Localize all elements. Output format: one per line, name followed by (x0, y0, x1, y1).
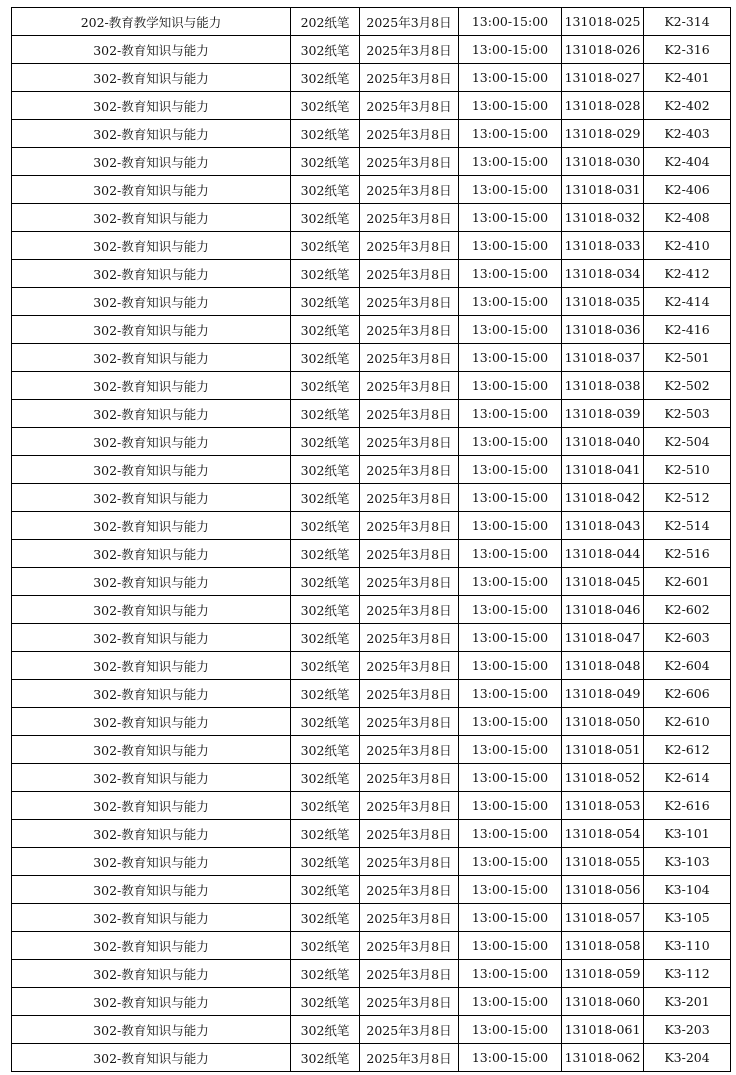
exam-type-cell: 302纸笔 (291, 708, 360, 736)
time-cell: 13:00-15:00 (459, 932, 562, 960)
date-cell: 2025年3月8日 (360, 904, 459, 932)
time-cell: 13:00-15:00 (459, 568, 562, 596)
table-row (12, 848, 731, 876)
time-cell: 13:00-15:00 (459, 988, 562, 1016)
table-row (12, 652, 731, 680)
date-cell: 2025年3月8日 (360, 540, 459, 568)
room-code-cell: 131018-037 (562, 344, 644, 372)
table-row (12, 512, 731, 540)
date-cell: 2025年3月8日 (360, 988, 459, 1016)
time-cell: 13:00-15:00 (459, 260, 562, 288)
date-cell: 2025年3月8日 (360, 372, 459, 400)
room-number-cell: K2-502 (644, 372, 731, 400)
exam-schedule-table (11, 7, 731, 1072)
exam-type-cell: 302纸笔 (291, 36, 360, 64)
subject-cell: 302-教育知识与能力 (12, 1044, 291, 1072)
room-number-cell: K2-614 (644, 764, 731, 792)
time-cell: 13:00-15:00 (459, 344, 562, 372)
time-cell: 13:00-15:00 (459, 736, 562, 764)
exam-type-cell: 302纸笔 (291, 624, 360, 652)
room-number-cell: K2-606 (644, 680, 731, 708)
exam-type-cell: 302纸笔 (291, 344, 360, 372)
time-cell: 13:00-15:00 (459, 372, 562, 400)
date-cell: 2025年3月8日 (360, 736, 459, 764)
room-code-cell: 131018-054 (562, 820, 644, 848)
room-number-cell: K2-603 (644, 624, 731, 652)
table-row (12, 568, 731, 596)
room-code-cell: 131018-062 (562, 1044, 644, 1072)
time-cell: 13:00-15:00 (459, 8, 562, 36)
table-row (12, 372, 731, 400)
table-row (12, 484, 731, 512)
table-row (12, 708, 731, 736)
exam-type-cell: 302纸笔 (291, 288, 360, 316)
subject-cell: 302-教育知识与能力 (12, 708, 291, 736)
room-number-cell: K2-316 (644, 36, 731, 64)
time-cell: 13:00-15:00 (459, 680, 562, 708)
date-cell: 2025年3月8日 (360, 680, 459, 708)
room-code-cell: 131018-049 (562, 680, 644, 708)
subject-cell: 302-教育知识与能力 (12, 848, 291, 876)
time-cell: 13:00-15:00 (459, 36, 562, 64)
room-code-cell: 131018-052 (562, 764, 644, 792)
subject-cell: 302-教育知识与能力 (12, 176, 291, 204)
room-code-cell: 131018-028 (562, 92, 644, 120)
room-number-cell: K2-401 (644, 64, 731, 92)
time-cell: 13:00-15:00 (459, 792, 562, 820)
subject-cell: 302-教育知识与能力 (12, 596, 291, 624)
date-cell: 2025年3月8日 (360, 652, 459, 680)
date-cell: 2025年3月8日 (360, 960, 459, 988)
table-row (12, 876, 731, 904)
date-cell: 2025年3月8日 (360, 428, 459, 456)
table-row (12, 596, 731, 624)
table-row (12, 1044, 731, 1072)
exam-type-cell: 302纸笔 (291, 484, 360, 512)
time-cell: 13:00-15:00 (459, 540, 562, 568)
room-code-cell: 131018-027 (562, 64, 644, 92)
exam-type-cell: 202纸笔 (291, 8, 360, 36)
room-code-cell: 131018-032 (562, 204, 644, 232)
exam-type-cell: 302纸笔 (291, 568, 360, 596)
exam-type-cell: 302纸笔 (291, 400, 360, 428)
table-row (12, 680, 731, 708)
subject-cell: 302-教育知识与能力 (12, 288, 291, 316)
time-cell: 13:00-15:00 (459, 92, 562, 120)
exam-table-body (12, 8, 731, 1072)
subject-cell: 302-教育知识与能力 (12, 904, 291, 932)
room-code-cell: 131018-051 (562, 736, 644, 764)
time-cell: 13:00-15:00 (459, 512, 562, 540)
table-row (12, 428, 731, 456)
subject-cell: 302-教育知识与能力 (12, 316, 291, 344)
time-cell: 13:00-15:00 (459, 1044, 562, 1072)
room-code-cell: 131018-026 (562, 36, 644, 64)
exam-type-cell: 302纸笔 (291, 372, 360, 400)
room-code-cell: 131018-053 (562, 792, 644, 820)
room-number-cell: K2-501 (644, 344, 731, 372)
room-code-cell: 131018-050 (562, 708, 644, 736)
time-cell: 13:00-15:00 (459, 596, 562, 624)
time-cell: 13:00-15:00 (459, 148, 562, 176)
subject-cell: 302-教育知识与能力 (12, 540, 291, 568)
room-code-cell: 131018-056 (562, 876, 644, 904)
table-row (12, 120, 731, 148)
room-code-cell: 131018-058 (562, 932, 644, 960)
room-code-cell: 131018-029 (562, 120, 644, 148)
date-cell: 2025年3月8日 (360, 596, 459, 624)
table-row (12, 792, 731, 820)
exam-type-cell: 302纸笔 (291, 596, 360, 624)
table-row (12, 764, 731, 792)
room-code-cell: 131018-059 (562, 960, 644, 988)
time-cell: 13:00-15:00 (459, 876, 562, 904)
room-number-cell: K2-410 (644, 232, 731, 260)
date-cell: 2025年3月8日 (360, 708, 459, 736)
time-cell: 13:00-15:00 (459, 764, 562, 792)
time-cell: 13:00-15:00 (459, 904, 562, 932)
date-cell: 2025年3月8日 (360, 148, 459, 176)
time-cell: 13:00-15:00 (459, 624, 562, 652)
subject-cell: 302-教育知识与能力 (12, 792, 291, 820)
room-code-cell: 131018-035 (562, 288, 644, 316)
table-row (12, 148, 731, 176)
room-code-cell: 131018-036 (562, 316, 644, 344)
exam-type-cell: 302纸笔 (291, 92, 360, 120)
subject-cell: 302-教育知识与能力 (12, 484, 291, 512)
room-number-cell: K2-416 (644, 316, 731, 344)
date-cell: 2025年3月8日 (360, 1016, 459, 1044)
room-number-cell: K2-514 (644, 512, 731, 540)
room-code-cell: 131018-044 (562, 540, 644, 568)
time-cell: 13:00-15:00 (459, 456, 562, 484)
room-code-cell: 131018-048 (562, 652, 644, 680)
date-cell: 2025年3月8日 (360, 92, 459, 120)
room-number-cell: K2-604 (644, 652, 731, 680)
subject-cell: 302-教育知识与能力 (12, 372, 291, 400)
exam-type-cell: 302纸笔 (291, 148, 360, 176)
time-cell: 13:00-15:00 (459, 288, 562, 316)
room-number-cell: K2-414 (644, 288, 731, 316)
exam-type-cell: 302纸笔 (291, 820, 360, 848)
room-number-cell: K2-412 (644, 260, 731, 288)
time-cell: 13:00-15:00 (459, 960, 562, 988)
room-number-cell: K2-408 (644, 204, 731, 232)
table-row (12, 932, 731, 960)
room-number-cell: K2-403 (644, 120, 731, 148)
time-cell: 13:00-15:00 (459, 820, 562, 848)
room-number-cell: K3-203 (644, 1016, 731, 1044)
room-code-cell: 131018-055 (562, 848, 644, 876)
room-number-cell: K2-616 (644, 792, 731, 820)
date-cell: 2025年3月8日 (360, 1044, 459, 1072)
exam-type-cell: 302纸笔 (291, 456, 360, 484)
subject-cell: 302-教育知识与能力 (12, 652, 291, 680)
exam-type-cell: 302纸笔 (291, 260, 360, 288)
room-number-cell: K2-406 (644, 176, 731, 204)
subject-cell: 202-教育教学知识与能力 (12, 8, 291, 36)
date-cell: 2025年3月8日 (360, 176, 459, 204)
date-cell: 2025年3月8日 (360, 232, 459, 260)
room-number-cell: K2-314 (644, 8, 731, 36)
subject-cell: 302-教育知识与能力 (12, 64, 291, 92)
room-code-cell: 131018-030 (562, 148, 644, 176)
exam-type-cell: 302纸笔 (291, 232, 360, 260)
exam-type-cell: 302纸笔 (291, 960, 360, 988)
date-cell: 2025年3月8日 (360, 484, 459, 512)
subject-cell: 302-教育知识与能力 (12, 876, 291, 904)
room-code-cell: 131018-047 (562, 624, 644, 652)
room-code-cell: 131018-057 (562, 904, 644, 932)
room-code-cell: 131018-040 (562, 428, 644, 456)
subject-cell: 302-教育知识与能力 (12, 624, 291, 652)
exam-type-cell: 302纸笔 (291, 680, 360, 708)
room-code-cell: 131018-043 (562, 512, 644, 540)
subject-cell: 302-教育知识与能力 (12, 960, 291, 988)
exam-type-cell: 302纸笔 (291, 1044, 360, 1072)
time-cell: 13:00-15:00 (459, 120, 562, 148)
date-cell: 2025年3月8日 (360, 8, 459, 36)
date-cell: 2025年3月8日 (360, 568, 459, 596)
subject-cell: 302-教育知识与能力 (12, 260, 291, 288)
date-cell: 2025年3月8日 (360, 876, 459, 904)
date-cell: 2025年3月8日 (360, 260, 459, 288)
table-row (12, 456, 731, 484)
subject-cell: 302-教育知识与能力 (12, 736, 291, 764)
subject-cell: 302-教育知识与能力 (12, 820, 291, 848)
table-row (12, 92, 731, 120)
date-cell: 2025年3月8日 (360, 288, 459, 316)
room-code-cell: 131018-031 (562, 176, 644, 204)
time-cell: 13:00-15:00 (459, 652, 562, 680)
room-code-cell: 131018-038 (562, 372, 644, 400)
room-number-cell: K3-103 (644, 848, 731, 876)
subject-cell: 302-教育知识与能力 (12, 232, 291, 260)
room-number-cell: K2-602 (644, 596, 731, 624)
exam-type-cell: 302纸笔 (291, 988, 360, 1016)
room-code-cell: 131018-045 (562, 568, 644, 596)
subject-cell: 302-教育知识与能力 (12, 512, 291, 540)
table-row (12, 624, 731, 652)
exam-type-cell: 302纸笔 (291, 204, 360, 232)
room-number-cell: K3-110 (644, 932, 731, 960)
room-number-cell: K2-503 (644, 400, 731, 428)
subject-cell: 302-教育知识与能力 (12, 568, 291, 596)
table-row (12, 204, 731, 232)
room-number-cell: K2-601 (644, 568, 731, 596)
date-cell: 2025年3月8日 (360, 204, 459, 232)
room-code-cell: 131018-042 (562, 484, 644, 512)
table-row (12, 736, 731, 764)
subject-cell: 302-教育知识与能力 (12, 400, 291, 428)
time-cell: 13:00-15:00 (459, 204, 562, 232)
table-row (12, 8, 731, 36)
subject-cell: 302-教育知识与能力 (12, 204, 291, 232)
room-number-cell: K2-510 (644, 456, 731, 484)
time-cell: 13:00-15:00 (459, 176, 562, 204)
room-code-cell: 131018-033 (562, 232, 644, 260)
date-cell: 2025年3月8日 (360, 512, 459, 540)
exam-type-cell: 302纸笔 (291, 652, 360, 680)
exam-type-cell: 302纸笔 (291, 904, 360, 932)
exam-type-cell: 302纸笔 (291, 316, 360, 344)
subject-cell: 302-教育知识与能力 (12, 456, 291, 484)
exam-type-cell: 302纸笔 (291, 848, 360, 876)
room-number-cell: K3-101 (644, 820, 731, 848)
subject-cell: 302-教育知识与能力 (12, 764, 291, 792)
room-number-cell: K2-504 (644, 428, 731, 456)
date-cell: 2025年3月8日 (360, 456, 459, 484)
table-row (12, 540, 731, 568)
table-row (12, 36, 731, 64)
date-cell: 2025年3月8日 (360, 36, 459, 64)
subject-cell: 302-教育知识与能力 (12, 36, 291, 64)
room-number-cell: K3-105 (644, 904, 731, 932)
table-row (12, 904, 731, 932)
exam-type-cell: 302纸笔 (291, 176, 360, 204)
date-cell: 2025年3月8日 (360, 344, 459, 372)
room-number-cell: K3-204 (644, 1044, 731, 1072)
table-row (12, 316, 731, 344)
exam-type-cell: 302纸笔 (291, 736, 360, 764)
subject-cell: 302-教育知识与能力 (12, 1016, 291, 1044)
time-cell: 13:00-15:00 (459, 484, 562, 512)
date-cell: 2025年3月8日 (360, 848, 459, 876)
room-number-cell: K2-404 (644, 148, 731, 176)
room-number-cell: K2-516 (644, 540, 731, 568)
exam-type-cell: 302纸笔 (291, 64, 360, 92)
date-cell: 2025年3月8日 (360, 792, 459, 820)
date-cell: 2025年3月8日 (360, 64, 459, 92)
subject-cell: 302-教育知识与能力 (12, 428, 291, 456)
table-row (12, 400, 731, 428)
exam-type-cell: 302纸笔 (291, 876, 360, 904)
table-row (12, 960, 731, 988)
table-row (12, 260, 731, 288)
date-cell: 2025年3月8日 (360, 820, 459, 848)
table-row (12, 64, 731, 92)
time-cell: 13:00-15:00 (459, 64, 562, 92)
room-code-cell: 131018-046 (562, 596, 644, 624)
room-code-cell: 131018-060 (562, 988, 644, 1016)
room-code-cell: 131018-025 (562, 8, 644, 36)
time-cell: 13:00-15:00 (459, 708, 562, 736)
exam-type-cell: 302纸笔 (291, 540, 360, 568)
subject-cell: 302-教育知识与能力 (12, 148, 291, 176)
table-row (12, 1016, 731, 1044)
date-cell: 2025年3月8日 (360, 120, 459, 148)
subject-cell: 302-教育知识与能力 (12, 92, 291, 120)
exam-type-cell: 302纸笔 (291, 1016, 360, 1044)
exam-type-cell: 302纸笔 (291, 792, 360, 820)
time-cell: 13:00-15:00 (459, 400, 562, 428)
table-row (12, 176, 731, 204)
room-number-cell: K3-112 (644, 960, 731, 988)
time-cell: 13:00-15:00 (459, 316, 562, 344)
table-row (12, 988, 731, 1016)
time-cell: 13:00-15:00 (459, 428, 562, 456)
subject-cell: 302-教育知识与能力 (12, 344, 291, 372)
room-number-cell: K2-402 (644, 92, 731, 120)
exam-type-cell: 302纸笔 (291, 512, 360, 540)
table-row (12, 232, 731, 260)
table-row (12, 344, 731, 372)
date-cell: 2025年3月8日 (360, 400, 459, 428)
exam-type-cell: 302纸笔 (291, 120, 360, 148)
table-row (12, 288, 731, 316)
room-number-cell: K3-201 (644, 988, 731, 1016)
exam-type-cell: 302纸笔 (291, 932, 360, 960)
time-cell: 13:00-15:00 (459, 1016, 562, 1044)
exam-type-cell: 302纸笔 (291, 428, 360, 456)
date-cell: 2025年3月8日 (360, 624, 459, 652)
room-code-cell: 131018-061 (562, 1016, 644, 1044)
date-cell: 2025年3月8日 (360, 932, 459, 960)
room-number-cell: K2-512 (644, 484, 731, 512)
exam-type-cell: 302纸笔 (291, 764, 360, 792)
subject-cell: 302-教育知识与能力 (12, 932, 291, 960)
time-cell: 13:00-15:00 (459, 232, 562, 260)
subject-cell: 302-教育知识与能力 (12, 988, 291, 1016)
date-cell: 2025年3月8日 (360, 764, 459, 792)
room-code-cell: 131018-034 (562, 260, 644, 288)
subject-cell: 302-教育知识与能力 (12, 120, 291, 148)
room-number-cell: K2-612 (644, 736, 731, 764)
time-cell: 13:00-15:00 (459, 848, 562, 876)
room-code-cell: 131018-039 (562, 400, 644, 428)
room-number-cell: K2-610 (644, 708, 731, 736)
room-number-cell: K3-104 (644, 876, 731, 904)
date-cell: 2025年3月8日 (360, 316, 459, 344)
subject-cell: 302-教育知识与能力 (12, 680, 291, 708)
table-row (12, 820, 731, 848)
room-code-cell: 131018-041 (562, 456, 644, 484)
